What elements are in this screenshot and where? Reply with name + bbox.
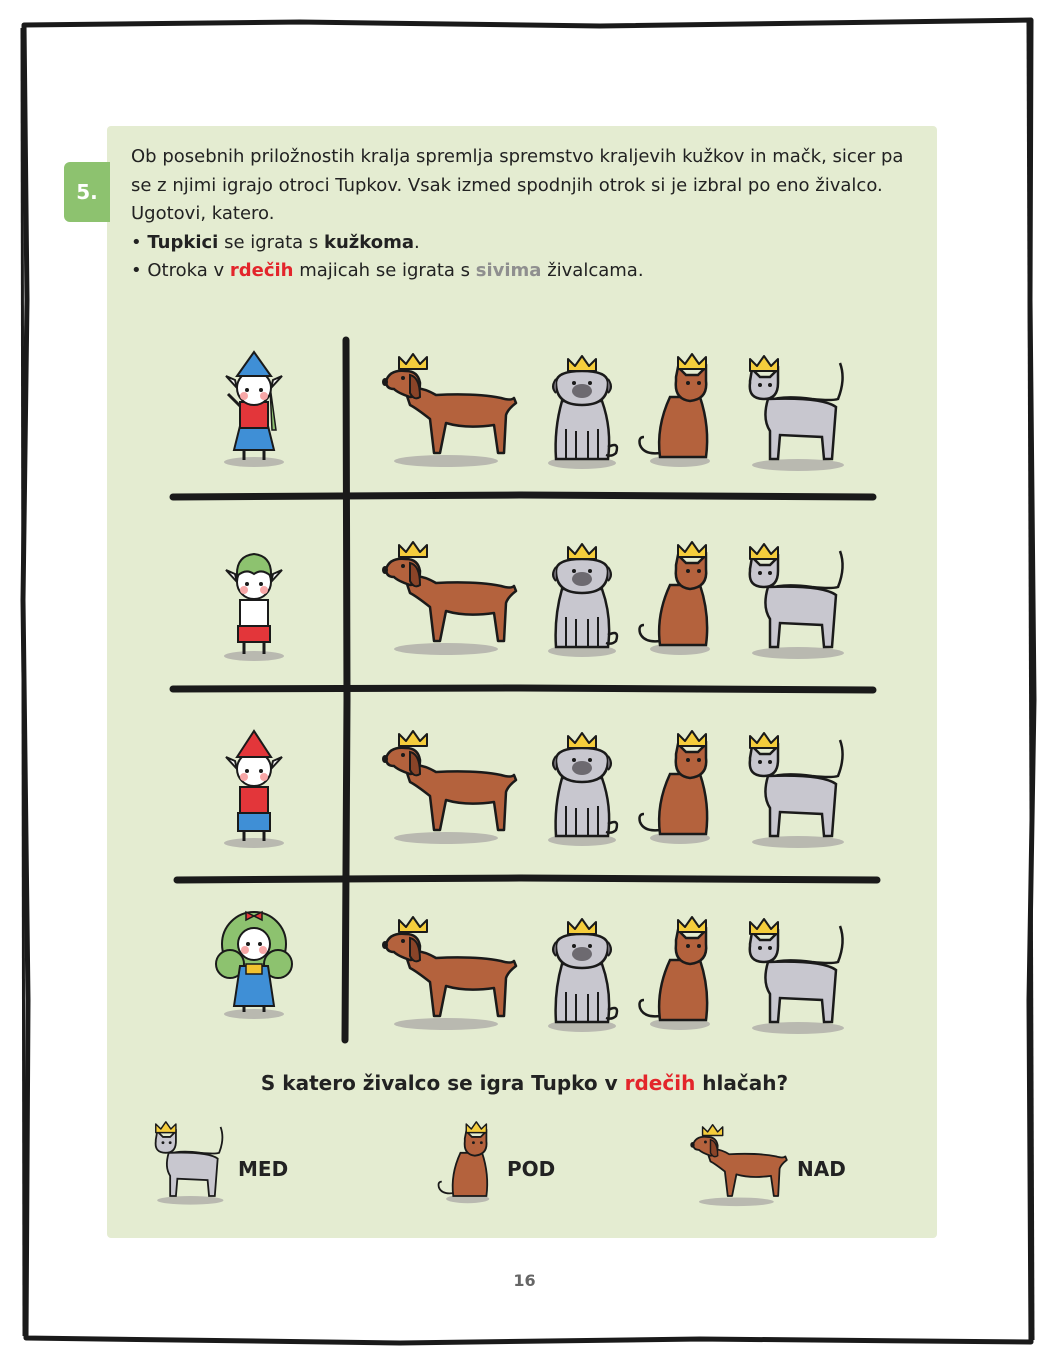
clue-object: kužkoma: [324, 231, 415, 253]
grey-cat: [750, 733, 844, 848]
option-brown-dog-icon[interactable]: [690, 1125, 786, 1206]
question-color-word: rdečih: [624, 1071, 696, 1095]
instruction-line: Ugotovi, katero.: [131, 203, 275, 224]
question: S katero živalco se igra Tupko v rdečih hlačah?: [260, 1071, 789, 1095]
clue-grey-word: sivima: [475, 260, 542, 281]
brown-dog: [382, 917, 516, 1030]
grey-pug: [548, 919, 617, 1032]
instruction-line: se z njimi igrajo otroci Tupkov. Vsak izmed spodnjih otrok si je izbral po eno živalco.: [131, 174, 883, 196]
brown-dog: [382, 354, 516, 467]
option-label-med[interactable]: MED: [238, 1157, 289, 1181]
option-brown-cat-icon[interactable]: [439, 1122, 490, 1203]
brown-cat: [640, 731, 711, 844]
task-number-badge: 5.: [64, 162, 110, 222]
brown-cat: [640, 354, 711, 467]
child-blue-hat: [224, 352, 284, 467]
brown-cat: [640, 917, 711, 1030]
child-curly-hair: [216, 912, 292, 1019]
child-green-hair: [224, 554, 284, 661]
instruction-line: Ob posebnih priložnostih kralja spremlja spremstvo kraljevih kužkov in mačk, sicer pa: [131, 146, 904, 167]
grey-cat: [750, 544, 844, 659]
clue-1: • Tupkici se igrata s kužkoma.: [131, 231, 420, 253]
grey-cat: [750, 919, 844, 1034]
option-label-pod[interactable]: POD: [507, 1157, 556, 1181]
grid-row-1: [0, 345, 1049, 475]
grid-row-2: [0, 533, 1049, 663]
grid-horizontal-line: [173, 688, 873, 690]
clue-2: • Otroka v rdečih majicah se igrata s sivima živalcama.: [131, 260, 644, 281]
page-number: 16: [513, 1271, 536, 1290]
clue-color-word: rdečih: [229, 260, 294, 281]
grey-cat: [750, 356, 844, 471]
option-grey-cat-icon[interactable]: [156, 1122, 224, 1205]
brown-dog: [382, 731, 516, 844]
option-label-nad[interactable]: NAD: [797, 1157, 846, 1181]
grid-row-3: [0, 722, 1049, 852]
grey-pug: [548, 356, 617, 469]
clue-subject: Tupkici: [147, 231, 219, 253]
brown-cat: [640, 542, 711, 655]
child-red-hat: [224, 731, 284, 848]
brown-dog: [382, 542, 516, 655]
grid-row-4: [0, 908, 1049, 1038]
grid-horizontal-line: [177, 878, 877, 880]
grey-pug: [548, 544, 617, 657]
grid-horizontal-line: [173, 495, 873, 497]
grey-pug: [548, 733, 617, 846]
